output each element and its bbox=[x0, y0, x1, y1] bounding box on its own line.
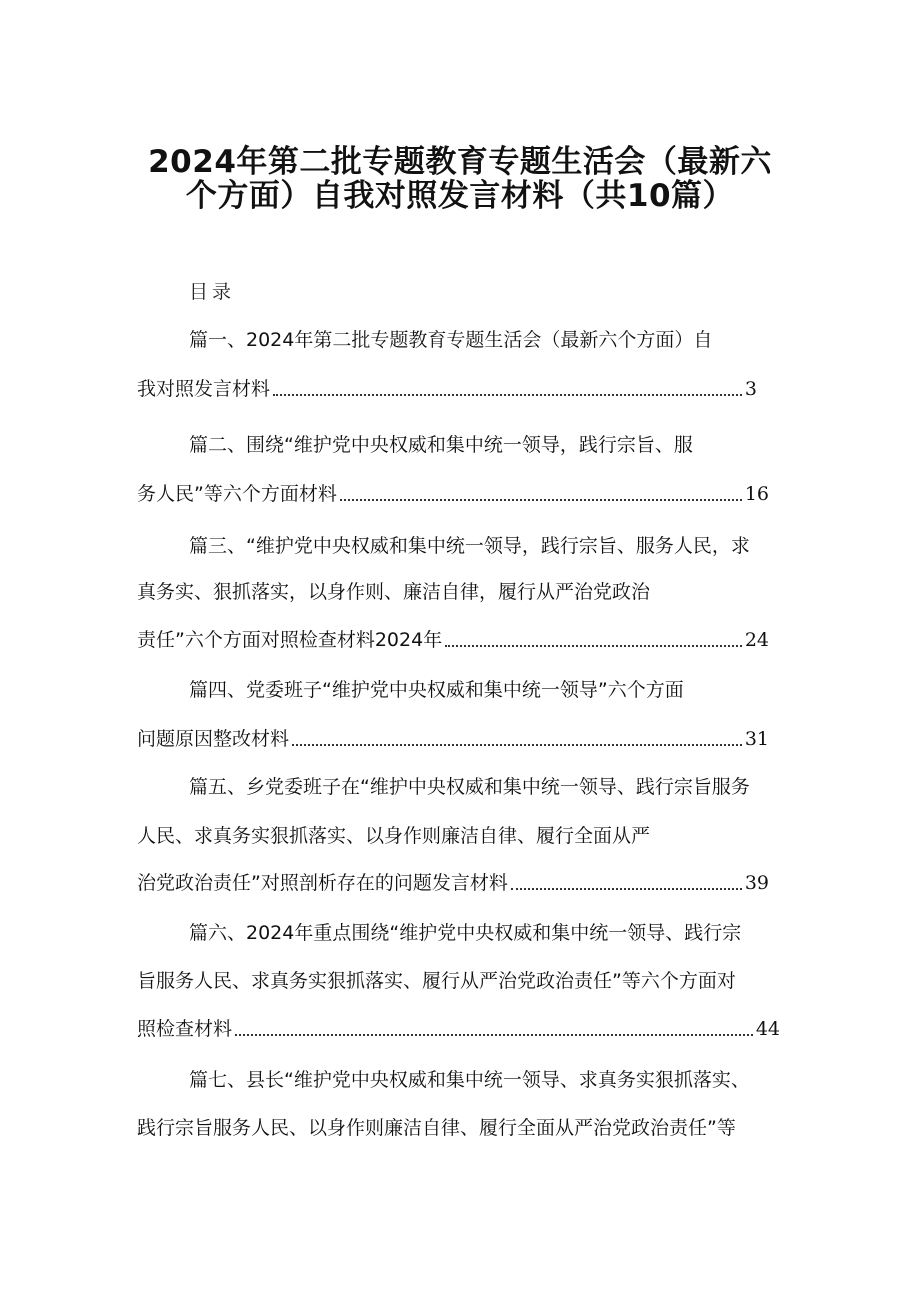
toc-entry-3-page-number: 24 bbox=[744, 629, 769, 651]
toc-entry-6-line-2[interactable]: 旨服务人民、求真务实狠抓落实、履行从严治党政治责任”等六个方面对 bbox=[137, 970, 736, 992]
toc-entry-5-page-number: 39 bbox=[744, 872, 769, 894]
toc-entry-4-last-line[interactable] bbox=[137, 725, 769, 753]
toc-leader-dots bbox=[340, 499, 742, 501]
toc-entry-5-line-1[interactable]: 篇五、乡党委班子在“维护中央权威和集中统一领导、践行宗旨服务 bbox=[189, 776, 750, 798]
toc-entry-1-line-1[interactable]: 篇一、2024年第二批专题教育专题生活会（最新六个方面）自 bbox=[189, 329, 713, 351]
toc-entry-3-line-2[interactable]: 真务实、狠抓落实，以身作则、廉洁自律，履行从严治党政治 bbox=[137, 581, 651, 603]
toc-entry-5-text: 治党政治责任”对照剖析存在的问题发言材料 bbox=[137, 872, 508, 894]
toc-entry-1-text: 我对照发言材料 bbox=[137, 378, 271, 400]
toc-entry-7-line-2[interactable]: 践行宗旨服务人民、以身作则廉洁自律、履行全面从严治党政治责任”等 bbox=[137, 1117, 736, 1139]
toc-entry-2-last-line[interactable] bbox=[137, 480, 769, 508]
document-title-line-2: 个方面）自我对照发言材料（共10篇） bbox=[185, 178, 735, 214]
toc-leader-dots bbox=[292, 744, 742, 746]
toc-leader-dots bbox=[445, 645, 742, 647]
toc-entry-1-last-line[interactable] bbox=[137, 375, 757, 403]
toc-leader-dots bbox=[235, 1034, 753, 1036]
toc-entry-1-page-number: 3 bbox=[744, 378, 757, 400]
toc-entry-6-text: 照检查材料 bbox=[137, 1018, 233, 1040]
toc-entry-6-page-number: 44 bbox=[755, 1018, 780, 1040]
toc-entry-4-text: 问题原因整改材料 bbox=[137, 728, 290, 750]
toc-entry-3-text: 责任”六个方面对照检查材料2024年 bbox=[137, 629, 443, 651]
toc-entry-4-page-number: 31 bbox=[744, 728, 769, 750]
toc-entry-4-line-1[interactable]: 篇四、党委班子“维护党中央权威和集中统一领导”六个方面 bbox=[189, 679, 684, 701]
toc-leader-dots bbox=[273, 394, 742, 396]
toc-entry-7-line-1[interactable]: 篇七、县长“维护党中央权威和集中统一领导、求真务实狠抓落实、 bbox=[189, 1069, 750, 1091]
toc-entry-2-line-1[interactable]: 篇二、围绕“维护党中央权威和集中统一领导，践行宗旨、服 bbox=[189, 434, 693, 456]
toc-entry-2-page-number: 16 bbox=[744, 483, 769, 505]
toc-leader-dots bbox=[511, 888, 742, 890]
toc-entry-3-last-line[interactable] bbox=[137, 626, 769, 654]
toc-entry-5-last-line[interactable] bbox=[137, 869, 769, 897]
document-title-line-1: 2024年第二批专题教育专题生活会（最新六 bbox=[148, 144, 772, 180]
toc-entry-6-line-1[interactable]: 篇六、2024年重点围绕“维护党中央权威和集中统一领导、践行宗 bbox=[189, 922, 742, 944]
toc-entry-2-text: 务人民”等六个方面材料 bbox=[137, 483, 337, 505]
toc-entry-6-last-line[interactable] bbox=[137, 1015, 780, 1043]
toc-entry-3-line-1[interactable]: 篇三、“维护党中央权威和集中统一领导，践行宗旨、服务人民，求 bbox=[189, 535, 750, 557]
toc-label: 目录 bbox=[189, 281, 236, 303]
toc-entry-5-line-2[interactable]: 人民、求真务实狠抓落实、以身作则廉洁自律、履行全面从严 bbox=[137, 825, 651, 847]
